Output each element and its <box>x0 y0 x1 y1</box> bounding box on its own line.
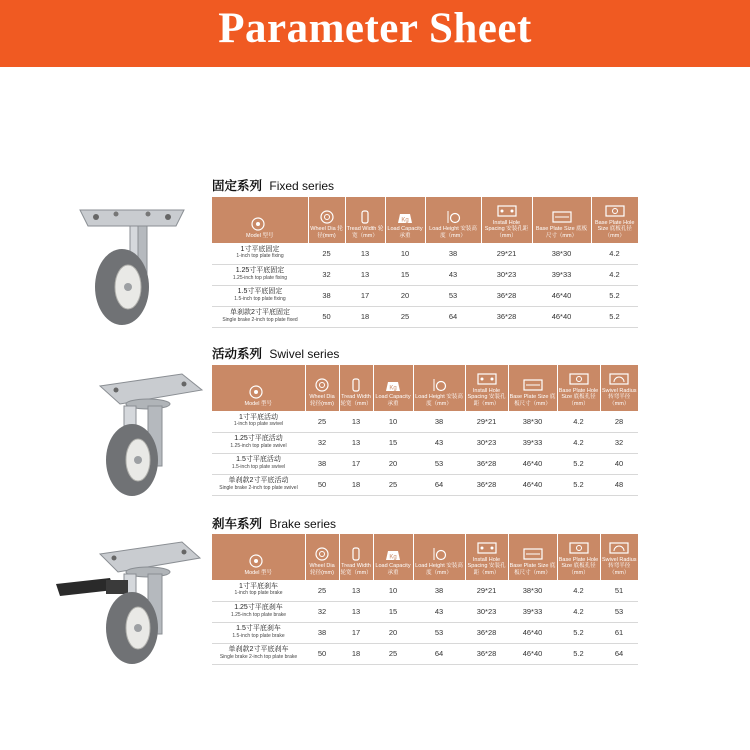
model-cell: 1寸平底固定 1-inch top plate fixing <box>212 243 308 264</box>
value-cell: 53 <box>413 453 465 474</box>
swivel-radius-icon <box>609 372 629 386</box>
header-wheel-dia: Wheel Dia 轮径(mm) <box>305 534 339 580</box>
value-cell: 4.2 <box>591 243 638 264</box>
value-cell: 64 <box>600 643 638 664</box>
header-plate-size: Base Plate Size 底板尺寸（mm） <box>532 197 591 243</box>
value-cell: 29*21 <box>481 243 532 264</box>
load-height-icon <box>445 210 461 224</box>
value-cell: 25 <box>385 306 425 327</box>
model-cell: 单刹款2寸平底活动 Single brake 2-inch top plate swivel <box>212 474 305 495</box>
value-cell: 43 <box>413 432 465 453</box>
wheel-diameter-icon <box>315 378 329 392</box>
value-cell: 4.2 <box>557 432 600 453</box>
plate-size-icon <box>523 378 543 392</box>
tread-width-icon <box>351 547 361 561</box>
value-cell: 25 <box>305 580 339 601</box>
brake-series-title <box>212 514 336 532</box>
value-cell: 13 <box>339 580 373 601</box>
value-cell: 36*28 <box>481 306 532 327</box>
value-cell: 46*40 <box>508 474 557 495</box>
value-cell: 18 <box>339 643 373 664</box>
model-cell: 1.25寸平底固定 1.25-inch top plate fixing <box>212 264 308 285</box>
header-plate-hole: Base Plate Hole Size 底板孔径（mm） <box>557 365 600 411</box>
model-cell: 单刹款2寸平底刹车 Single brake 2-inch top plate brake <box>212 643 305 664</box>
value-cell: 5.2 <box>591 306 638 327</box>
swivel-series-title-cn: 活动系列 <box>212 347 263 361</box>
value-cell: 13 <box>345 243 385 264</box>
value-cell: 10 <box>373 411 413 432</box>
value-cell: 25 <box>373 643 413 664</box>
hole-spacing-icon <box>497 204 517 218</box>
value-cell: 4.2 <box>557 601 600 622</box>
title-banner <box>0 0 750 67</box>
load-height-icon <box>431 378 447 392</box>
tread-width-icon <box>351 378 361 392</box>
svg-text:Kg: Kg <box>401 217 409 224</box>
value-cell: 29*21 <box>465 411 508 432</box>
value-cell: 4.2 <box>557 580 600 601</box>
value-cell: 36*28 <box>465 474 508 495</box>
model-cell: 1寸平底刹车 1-inch top plate brake <box>212 580 305 601</box>
value-cell: 38 <box>308 285 345 306</box>
header-tread-width: Tread Width 轮宽（mm） <box>345 197 385 243</box>
header-load-capacity: Kg Load Capacity 承重 <box>373 365 413 411</box>
fixed-series-title <box>212 176 334 194</box>
value-cell: 48 <box>600 474 638 495</box>
value-cell: 38 <box>305 622 339 643</box>
value-cell: 36*28 <box>465 453 508 474</box>
table-row <box>212 474 638 495</box>
page-title: Parameter Sheet <box>218 5 532 52</box>
wheel-no-icon <box>248 554 268 568</box>
header-wheel-dia: Wheel Dia 轮径(mm) <box>308 197 345 243</box>
value-cell: 61 <box>600 622 638 643</box>
swivel-series-title <box>212 344 339 362</box>
value-cell: 30*23 <box>465 601 508 622</box>
kg-weight-icon <box>397 210 413 224</box>
fixed-series-title-cn: 固定系列 <box>212 179 263 193</box>
wheel-diameter-icon <box>320 210 334 224</box>
kg-weight-icon <box>385 547 401 561</box>
fixed-series-table <box>212 197 638 328</box>
swivel-radius-icon <box>609 541 629 555</box>
value-cell: 51 <box>600 580 638 601</box>
value-cell: 36*28 <box>465 622 508 643</box>
svg-text:Kg: Kg <box>389 385 397 392</box>
load-height-icon <box>431 547 447 561</box>
brake-series-title-cn: 刹车系列 <box>212 517 263 531</box>
value-cell: 38 <box>305 453 339 474</box>
value-cell: 38 <box>413 411 465 432</box>
wheel-no-icon <box>250 217 270 231</box>
plate-size-icon <box>523 547 543 561</box>
brake-caster-image <box>52 540 202 670</box>
plate-hole-icon <box>569 541 589 555</box>
value-cell: 64 <box>413 474 465 495</box>
value-cell: 10 <box>373 580 413 601</box>
header-load-capacity: Kg Load Capacity 承重 <box>373 534 413 580</box>
header-model: Model 型号 <box>212 534 305 580</box>
tread-width-icon <box>360 210 370 224</box>
table-row <box>212 580 638 601</box>
value-cell: 5.2 <box>557 622 600 643</box>
value-cell: 38*30 <box>508 411 557 432</box>
value-cell: 50 <box>305 643 339 664</box>
value-cell: 64 <box>413 643 465 664</box>
value-cell: 13 <box>339 601 373 622</box>
value-cell: 32 <box>600 432 638 453</box>
table-row <box>212 432 638 453</box>
value-cell: 5.2 <box>557 643 600 664</box>
value-cell: 20 <box>373 453 413 474</box>
fixed-series-title-en: Fixed series <box>269 179 335 193</box>
value-cell: 30*23 <box>465 432 508 453</box>
value-cell: 36*28 <box>481 285 532 306</box>
table-row <box>212 622 638 643</box>
value-cell: 13 <box>339 411 373 432</box>
wheel-no-icon <box>248 385 268 399</box>
value-cell: 38*30 <box>508 580 557 601</box>
table-row <box>212 243 638 264</box>
header-tread-width: Tread Width 轮宽（mm） <box>339 365 373 411</box>
plate-hole-icon <box>569 372 589 386</box>
value-cell: 53 <box>413 622 465 643</box>
wheel-diameter-icon <box>315 547 329 561</box>
model-cell: 单刹款2寸平底固定 Single brake 2-inch top plate fixed <box>212 306 308 327</box>
brake-series-title-en: Brake series <box>269 517 337 531</box>
value-cell: 50 <box>305 474 339 495</box>
value-cell: 50 <box>308 306 345 327</box>
header-plate-size: Base Plate Size 底板尺寸（mm） <box>508 365 557 411</box>
value-cell: 32 <box>305 601 339 622</box>
value-cell: 13 <box>345 264 385 285</box>
value-cell: 17 <box>339 622 373 643</box>
header-tread-width: Tread Width 轮宽（mm） <box>339 534 373 580</box>
value-cell: 30*23 <box>481 264 532 285</box>
value-cell: 32 <box>308 264 345 285</box>
fixed-caster-image <box>72 202 192 332</box>
header-hole-spacing: Install Hole Spacing 安装孔距（mm） <box>465 365 508 411</box>
value-cell: 38 <box>425 243 481 264</box>
swivel-caster-image <box>86 372 206 502</box>
swivel-series-table <box>212 365 638 496</box>
value-cell: 15 <box>373 601 413 622</box>
table-row <box>212 285 638 306</box>
model-cell: 1.25寸平底刹车 1.25-inch top plate brake <box>212 601 305 622</box>
value-cell: 20 <box>373 622 413 643</box>
value-cell: 5.2 <box>591 285 638 306</box>
plate-hole-icon <box>605 204 625 218</box>
model-cell: 1.5寸平底活动 1.5-inch top plate swivel <box>212 453 305 474</box>
value-cell: 39*33 <box>508 601 557 622</box>
header-load-height: Load Height 安装高度（mm） <box>425 197 481 243</box>
value-cell: 39*33 <box>508 432 557 453</box>
header-model: Model 型号 <box>212 365 305 411</box>
value-cell: 43 <box>413 601 465 622</box>
table-row <box>212 411 638 432</box>
model-cell: 1.5寸平底固定 1.5-inch top plate fixing <box>212 285 308 306</box>
value-cell: 5.2 <box>557 474 600 495</box>
header-wheel-dia: Wheel Dia 轮径(mm) <box>305 365 339 411</box>
value-cell: 38 <box>413 580 465 601</box>
svg-text:Kg: Kg <box>389 554 397 561</box>
value-cell: 46*40 <box>532 306 591 327</box>
model-cell: 1.25寸平底活动 1.25-inch top plate swivel <box>212 432 305 453</box>
header-load-height: Load Height 安装高度（mm） <box>413 365 465 411</box>
value-cell: 4.2 <box>591 264 638 285</box>
value-cell: 36*28 <box>465 643 508 664</box>
value-cell: 4.2 <box>557 411 600 432</box>
table-row <box>212 601 638 622</box>
header-swivel-radius: Swivel Radius 转弯半径（mm） <box>600 534 638 580</box>
value-cell: 17 <box>339 453 373 474</box>
brake-series-table <box>212 534 638 665</box>
header-hole-spacing: Install Hole Spacing 安装孔距（mm） <box>465 534 508 580</box>
value-cell: 18 <box>339 474 373 495</box>
header-swivel-radius: Swivel Radius 转弯半径（mm） <box>600 365 638 411</box>
value-cell: 25 <box>373 474 413 495</box>
value-cell: 28 <box>600 411 638 432</box>
header-load-height: Load Height 安装高度（mm） <box>413 534 465 580</box>
value-cell: 46*40 <box>532 285 591 306</box>
value-cell: 46*40 <box>508 643 557 664</box>
table-header-row <box>212 534 638 580</box>
value-cell: 46*40 <box>508 453 557 474</box>
kg-weight-icon <box>385 378 401 392</box>
value-cell: 20 <box>385 285 425 306</box>
header-hole-spacing: Install Hole Spacing 安装孔距（mm） <box>481 197 532 243</box>
value-cell: 38*30 <box>532 243 591 264</box>
header-model: Model 型号 <box>212 197 308 243</box>
table-row <box>212 264 638 285</box>
value-cell: 53 <box>600 601 638 622</box>
value-cell: 10 <box>385 243 425 264</box>
hole-spacing-icon <box>477 541 497 555</box>
table-row <box>212 453 638 474</box>
value-cell: 32 <box>305 432 339 453</box>
value-cell: 5.2 <box>557 453 600 474</box>
value-cell: 17 <box>345 285 385 306</box>
value-cell: 39*33 <box>532 264 591 285</box>
swivel-series-title-en: Swivel series <box>269 347 340 361</box>
table-row <box>212 643 638 664</box>
value-cell: 29*21 <box>465 580 508 601</box>
header-plate-hole: Base Plate Hole Size 底板孔径（mm） <box>557 534 600 580</box>
value-cell: 15 <box>373 432 413 453</box>
value-cell: 13 <box>339 432 373 453</box>
value-cell: 25 <box>305 411 339 432</box>
header-plate-hole: Base Plate Hole Size 底板孔径（mm） <box>591 197 638 243</box>
plate-size-icon <box>552 210 572 224</box>
value-cell: 18 <box>345 306 385 327</box>
value-cell: 46*40 <box>508 622 557 643</box>
model-cell: 1.5寸平底刹车 1.5-inch top plate brake <box>212 622 305 643</box>
table-header-row <box>212 197 638 243</box>
header-plate-size: Base Plate Size 底板尺寸（mm） <box>508 534 557 580</box>
hole-spacing-icon <box>477 372 497 386</box>
value-cell: 40 <box>600 453 638 474</box>
value-cell: 43 <box>425 264 481 285</box>
value-cell: 64 <box>425 306 481 327</box>
value-cell: 53 <box>425 285 481 306</box>
value-cell: 15 <box>385 264 425 285</box>
model-cell: 1寸平底活动 1-inch top plate swivel <box>212 411 305 432</box>
table-row <box>212 306 638 327</box>
header-load-capacity: Kg Load Capacity 承重 <box>385 197 425 243</box>
table-header-row <box>212 365 638 411</box>
value-cell: 25 <box>308 243 345 264</box>
